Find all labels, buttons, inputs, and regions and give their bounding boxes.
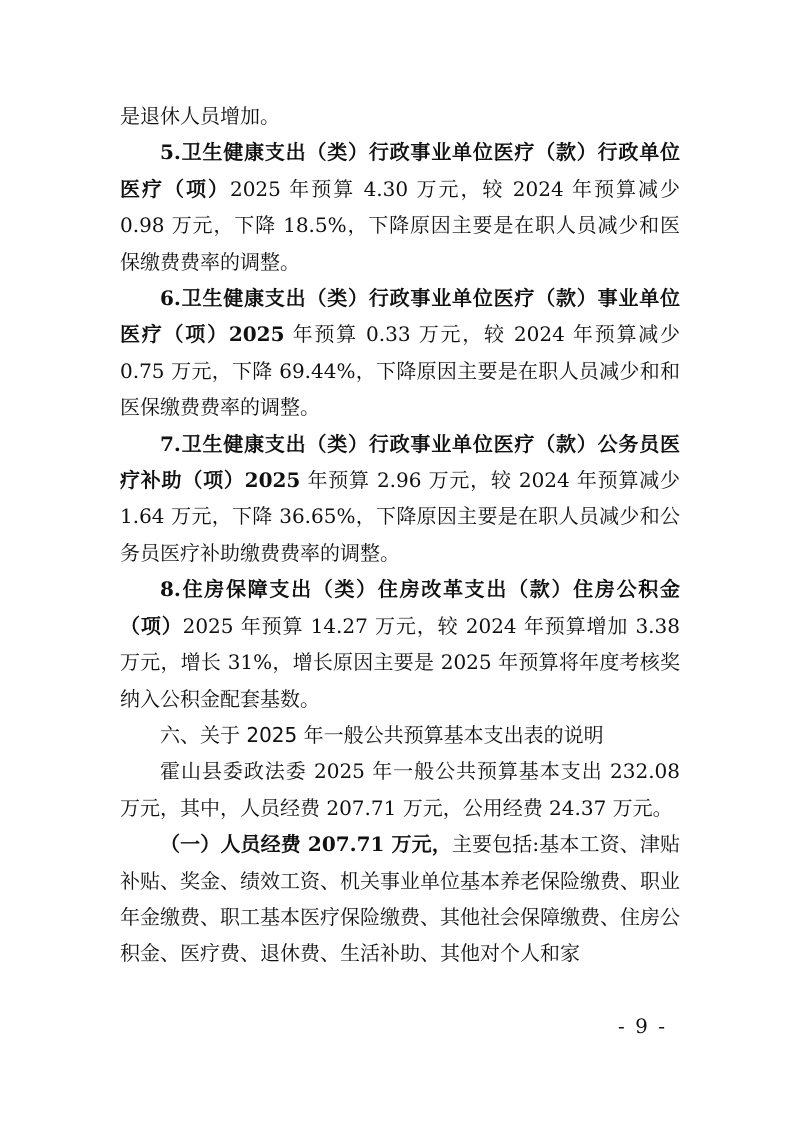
personnel-expenses-text: 主要包括:基本工资、津贴补贴、奖金、绩效工资、机关事业单位基本养老保险缴费、职业年金缴费、职工基本医疗保险缴费、其他社会保障缴费、住房公积金、医疗费、退休费、生活补助、其他对个人和家 — [120, 832, 680, 966]
item-7-title: 7.卫生健康支出（类）行政事业单位医疗（款）公务员医疗补助（项）2025 — [120, 431, 680, 493]
section-6-heading: 六、关于 2025 年一般公共预算基本支出表的说明 — [160, 722, 604, 747]
item-8-title: 8.住房保障支出（类）住房改革支出（款）住房公积金（项） — [120, 577, 680, 638]
item-6-title: 6.卫生健康支出（类）行政事业单位医疗（款）事业单位医疗（项）2025 — [120, 286, 680, 347]
item-5-title: 5.卫生健康支出（类）行政事业单位医疗（款）行政单位医疗（项） — [120, 140, 680, 201]
item-5-text: 2025 年预算 4.30 万元，较 2024 年预算减少 0.98 万元，下降 18.5%，下降原因主要是在职人员减少和医保缴费费率的调整。 — [120, 176, 681, 274]
item-6-text: 年预算 0.33 万元，较 2024 年预算减少 0.75 万元，下降 69.44%，下降原因主要是在职人员减少和和医保缴费费率的调整。 — [120, 322, 680, 420]
item-5-paragraph — [120, 134, 680, 280]
item-7-paragraph — [120, 426, 680, 572]
item-7-text: 年预算 2.96 万元，较 2024 年预算减少 1.64 万元，下降 36.65%，下降原因主要是在职人员减少和公务员医疗补助缴费费率的调整。 — [120, 468, 681, 565]
page-body — [120, 98, 680, 972]
section-6-summary: 霍山县委政法委 2025 年一般公共预算基本支出 232.08 万元，其中，人员经费 207.71 万元，公用经费 24.37 万元。 — [120, 759, 680, 820]
personnel-expenses-paragraph — [120, 826, 680, 972]
item-8-text: 2025 年预算 14.27 万元，较 2024 年预算增加 3.38 万元，增长 31%，增长原因主要是 2025 年预算将年度考核奖纳入公积金配套基数。 — [120, 613, 680, 711]
personnel-expenses-title: （一）人员经费 207.71 万元， — [160, 832, 452, 857]
intro-tail-text: 是退休人员增加。 — [120, 104, 280, 128]
item-6-paragraph — [120, 280, 680, 426]
item-8-paragraph — [120, 571, 680, 717]
page-number: - 9 - — [618, 1014, 667, 1038]
